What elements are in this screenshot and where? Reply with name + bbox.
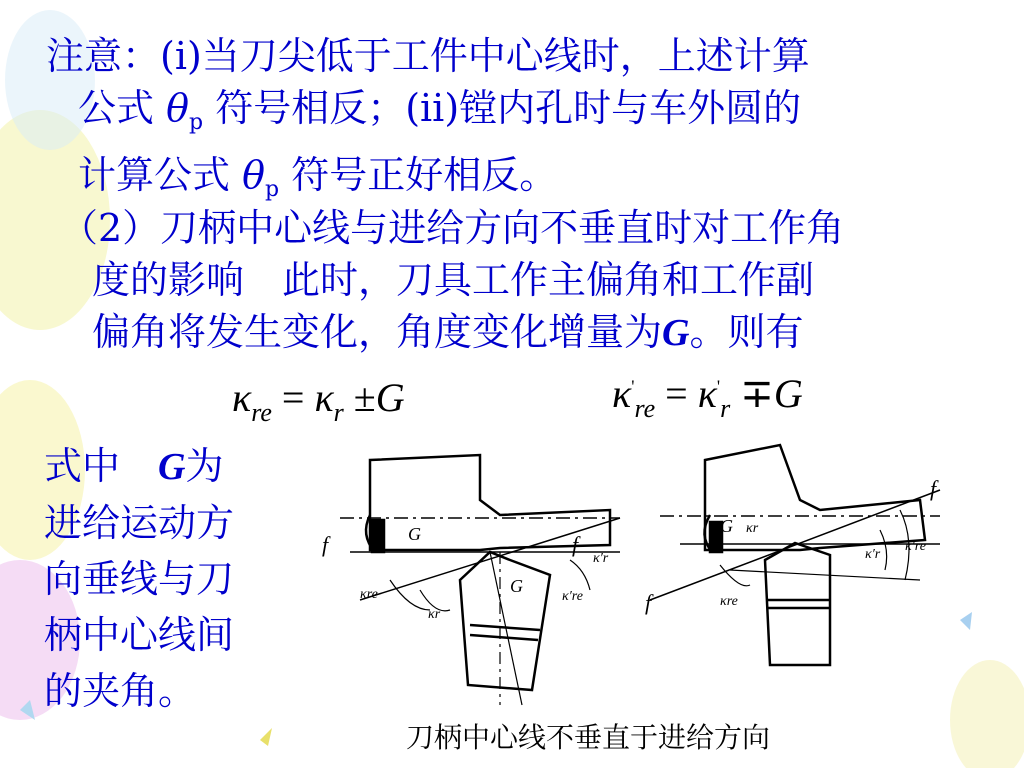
section-2-line-2: 度的影响 此时，刀具工作主偏角和工作副 bbox=[92, 258, 815, 302]
note-line-1: 注意：(i)当刀尖低于工件中心线时，上述计算 bbox=[46, 34, 810, 78]
side-note bbox=[44, 438, 274, 719]
label-f-2: f bbox=[572, 532, 579, 557]
label-kre-right: κre bbox=[720, 594, 738, 609]
note-line-2 bbox=[46, 82, 996, 149]
note-line-3-start: 计算公式 bbox=[78, 153, 231, 197]
workpiece-right bbox=[705, 445, 925, 550]
g-symbol: G bbox=[375, 375, 405, 420]
kappa-symbol-2: κ bbox=[314, 375, 334, 420]
cut-line-right bbox=[650, 490, 940, 600]
subscript-re: re bbox=[634, 394, 656, 423]
note-line-2-end: 符号相反；(ii)镗内孔时与车外圆的 bbox=[215, 86, 802, 130]
label-kre: κre bbox=[360, 587, 378, 602]
label-kr-prime-right: κ′r bbox=[865, 547, 881, 562]
g-symbol: G bbox=[158, 446, 186, 488]
section-2-line-3-end: 。则有 bbox=[689, 310, 804, 354]
section-2-line-3 bbox=[60, 306, 990, 359]
g-symbol: G bbox=[773, 371, 803, 416]
hatch-left bbox=[372, 520, 384, 552]
equals-sign: = bbox=[281, 375, 305, 420]
label-kr-right: κr bbox=[746, 521, 759, 536]
angle-arc-minor-left bbox=[570, 560, 590, 590]
side-note-line-3: 向垂线与刀 bbox=[44, 557, 235, 601]
formula-minor-angle bbox=[612, 370, 803, 424]
tool-geometry-figure bbox=[300, 440, 960, 710]
shank-mark-2 bbox=[470, 635, 538, 640]
side-note-line-5: 的夹角。 bbox=[44, 669, 197, 713]
label-f: f bbox=[322, 532, 329, 557]
plus-minus-sign: ± bbox=[353, 375, 376, 420]
equals-sign: = bbox=[665, 371, 688, 416]
label-g: G bbox=[408, 524, 421, 544]
kappa-symbol-2: κ bbox=[697, 371, 717, 416]
extension-line-right bbox=[730, 570, 920, 580]
label-kre-prime-right: κ′re bbox=[905, 539, 926, 554]
prime-mark: ' bbox=[631, 376, 635, 397]
label-kr: κr bbox=[428, 607, 441, 622]
subscript-r: r bbox=[720, 394, 731, 423]
label-g-right: G bbox=[720, 516, 733, 536]
kappa-symbol: κ bbox=[612, 371, 632, 416]
theta-subscript: p bbox=[189, 110, 204, 135]
side-note-line-2: 进给运动方 bbox=[44, 501, 235, 545]
formula-main-angle bbox=[232, 374, 405, 428]
theta-symbol: θ bbox=[166, 86, 189, 130]
figure-caption: 刀柄中心线不垂直于进给方向 bbox=[406, 721, 771, 754]
cut-line-left bbox=[360, 518, 620, 600]
label-kr-prime: κ′r bbox=[593, 551, 609, 566]
section-2-paragraph bbox=[60, 202, 990, 359]
kappa-symbol: κ bbox=[232, 375, 252, 420]
section-2-line-1: （2）刀柄中心线与进给方向不垂直时对工作角 bbox=[60, 206, 845, 250]
subscript-re: re bbox=[251, 398, 272, 427]
section-2-line-3-start: 偏角将发生变化，角度变化增量为 bbox=[92, 310, 663, 354]
prime-mark-2: ' bbox=[716, 376, 721, 397]
label-f-right-2: f bbox=[930, 476, 937, 501]
side-note-line-4: 柄中心线间 bbox=[44, 613, 235, 657]
note-line-3-end: 符号正好相反。 bbox=[291, 153, 558, 197]
minus-plus-sign: ∓ bbox=[740, 371, 774, 416]
label-f-right: f bbox=[645, 590, 652, 615]
theta-symbol-2: θ bbox=[242, 153, 265, 197]
angle-arc-minor-right bbox=[880, 530, 887, 570]
side-note-line-1-end: 为 bbox=[185, 444, 224, 488]
g-symbol: G bbox=[662, 312, 690, 354]
side-note-line-1-start: 式中 bbox=[44, 444, 159, 488]
theta-subscript-2: p bbox=[265, 177, 280, 202]
tool-shank-right bbox=[765, 543, 830, 665]
note-line-2-start: 公式 bbox=[78, 86, 155, 130]
label-g-2: G bbox=[510, 576, 523, 596]
note-paragraph bbox=[46, 30, 996, 216]
subscript-r: r bbox=[333, 398, 344, 427]
label-kre-prime: κ′re bbox=[562, 589, 583, 604]
